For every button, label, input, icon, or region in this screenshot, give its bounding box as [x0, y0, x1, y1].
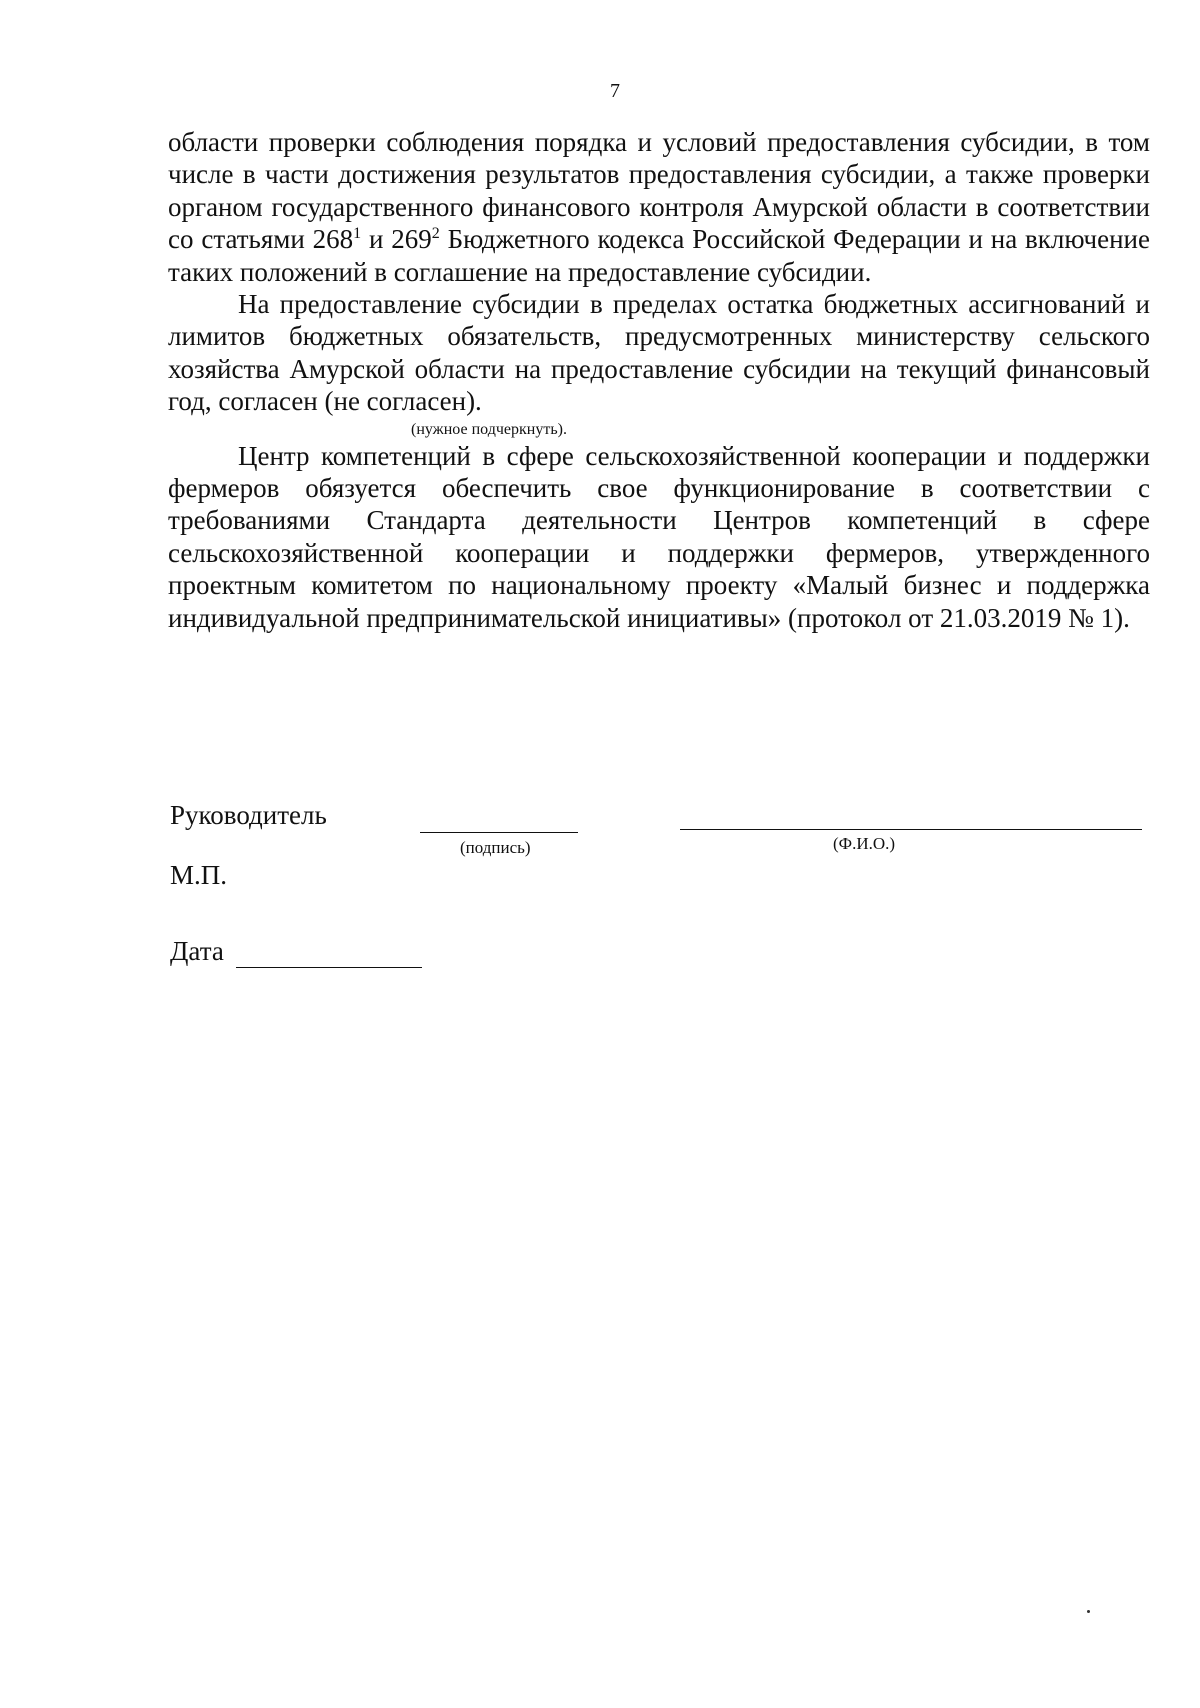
fio-line [680, 829, 1142, 830]
fio-caption: (Ф.И.О.) [833, 834, 896, 853]
document-body [168, 126, 1150, 634]
paragraph-control-clause [168, 126, 1150, 288]
paragraph-competence-center: Центр компетенций в сфере сельскохозяйственной кооперации и поддержки фермеров обязуется обеспечить свое функционирование в соответствии с требованиями Стандарта деятельности Центров компетенций в сфере сельскохозяйственной кооперации и поддержки фермеров, утвержденного проектным комитетом по национальному проекту «Малый бизнес и поддержка индивидуальной предпринимательской инициативы» (протокол от 21.03.2019 № 1). [168, 440, 1150, 633]
stamp-row [170, 860, 1150, 936]
date-label: Дата [170, 936, 224, 966]
signature-block [170, 800, 1150, 986]
head-signature-row [170, 800, 1150, 860]
paragraph-text: области проверки соблюдения порядка и условий предоставления субсидии, в том числе в части достижения результатов предоставления субсидии, а также проверки органом государственного финансового контроля Амурской области в соответствии со статьями 268 [168, 127, 1150, 255]
page-number: 7 [610, 80, 620, 102]
head-label: Руководитель [170, 800, 327, 830]
paragraph-text: Бюджетного кодекса Российской Федерации и на включение таких положений в соглашение на предоставление субсидии. [168, 224, 1150, 287]
underline-hint: (нужное подчеркнуть). [411, 420, 567, 438]
date-line [236, 967, 422, 968]
stamp-label: М.П. [170, 860, 228, 890]
superscript: 2 [431, 225, 440, 243]
signature-line [420, 832, 578, 833]
superscript: 1 [353, 225, 362, 243]
date-row [170, 936, 1150, 986]
paragraph-text: и 269 [361, 224, 432, 255]
signature-caption: (подпись) [460, 838, 531, 857]
paragraph-consent: На предоставление субсидии в пределах остатка бюджетных ассигнований и лимитов бюджетных обязательств, предусмотренных министерству сельского хозяйства Амурской области на предоставление субсидии на текущий финансовый год, согласен (не согласен). [168, 289, 1150, 417]
scan-speck [1087, 1610, 1090, 1613]
